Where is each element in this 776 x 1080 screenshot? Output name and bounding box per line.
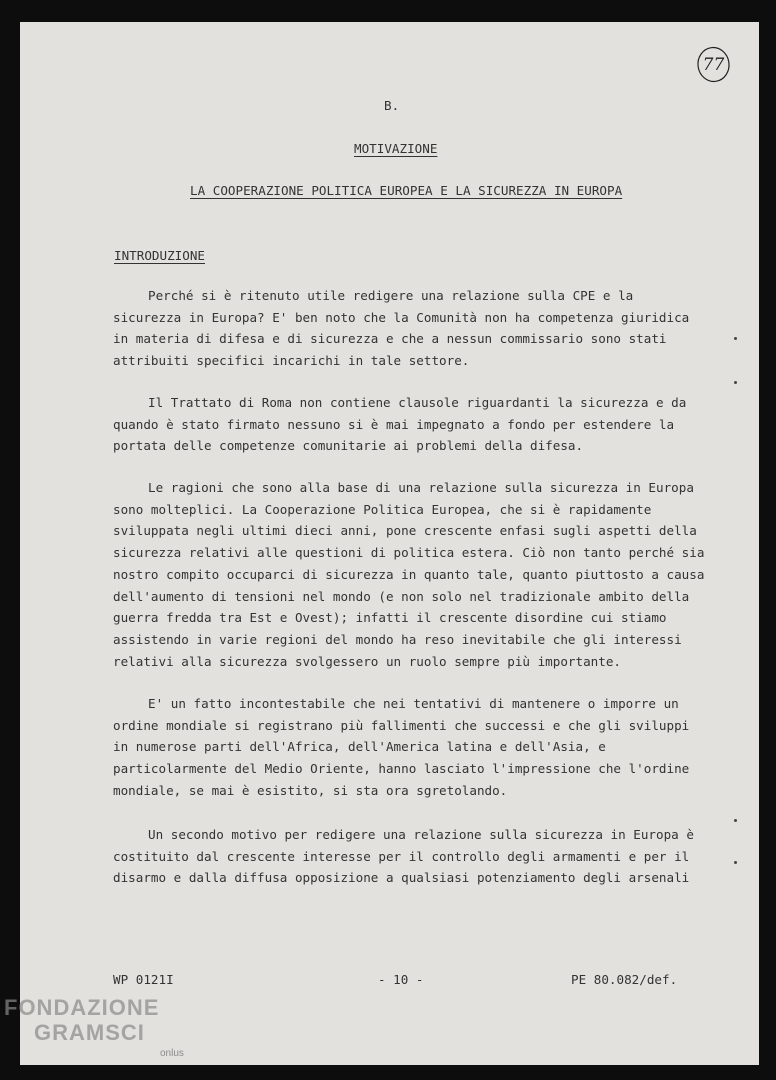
text-line: particolarmente del Medio Oriente, hanno lasciato l'impressione che l'ordine: [113, 761, 690, 777]
text-line: sicurezza relativi alle questioni di politica estera. Ciò non tanto perché sia: [113, 545, 705, 561]
paragraph-4: [113, 693, 690, 802]
margin-mark: [734, 861, 737, 864]
paragraph-1: [113, 285, 690, 372]
text-line: attribuiti specifici incarichi in tale settore.: [113, 353, 470, 369]
footer-reference: PE 80.082/def.: [571, 972, 678, 987]
text-line: sviluppata negli ultimi dieci anni, pone crescente enfasi sugli aspetti della: [113, 523, 697, 539]
text-line: E' un fatto incontestabile che nei tentativi di mantenere o imporre un: [148, 696, 679, 711]
paragraph-3: [113, 477, 705, 672]
paragraph-2: [113, 392, 687, 457]
text-line: Perché si è ritenuto utile redigere una relazione sulla CPE e la: [148, 288, 634, 303]
text-line: costituito dal crescente interesse per il controllo degli armamenti e per il: [113, 848, 690, 864]
text-line: sono molteplici. La Cooperazione Politica Europea, che si è rapidamente: [113, 501, 652, 517]
text-line: assistendo in varie regioni del mondo ha reso inevitabile che gli interessi: [113, 631, 682, 647]
section-heading: MOTIVAZIONE: [354, 141, 438, 156]
text-line: Le ragioni che sono alla base di una relazione sulla sicurezza in Europa: [148, 480, 694, 495]
margin-mark: [734, 337, 737, 340]
text-line: sicurezza in Europa? E' ben noto che la Comunità non ha competenza giuridica: [113, 309, 690, 325]
text-line: disarmo e dalla diffusa opposizione a qualsiasi potenziamento degli arsenali: [113, 870, 690, 886]
text-line: Il Trattato di Roma non contiene clausole riguardanti la sicurezza e da: [148, 395, 687, 410]
text-line: guerra fredda tra Est e Ovest); infatti il crescente disordine cui stiamo: [113, 610, 667, 626]
text-line: Un secondo motivo per redigere una relazione sulla sicurezza in Europa è: [148, 827, 694, 842]
watermark-logo: GRAMSCI: [34, 1020, 145, 1045]
text-line: nostro compito occuparci di sicurezza in quanto tale, quanto piuttosto a causa: [113, 566, 705, 582]
margin-mark: [734, 819, 737, 822]
text-line: in numerose parti dell'Africa, dell'America latina e dell'Asia, e: [113, 739, 606, 755]
text-line: quando è stato firmato nessuno si è mai impegnato a fondo per estendere la: [113, 416, 675, 432]
section-letter: B.: [384, 98, 400, 113]
footer-document-code: WP 0121I: [113, 972, 174, 987]
introduction-heading: INTRODUZIONE: [114, 248, 205, 263]
paragraph-5: [113, 824, 694, 889]
document-title: LA COOPERAZIONE POLITICA EUROPEA E LA SICUREZZA IN EUROPA: [190, 183, 623, 198]
svg-text:77: 77: [702, 55, 725, 75]
text-line: dell'aumento di tensioni nel mondo (e non solo nel tradizionale ambito della: [113, 588, 690, 604]
watermark-logo: FONDAZIONE: [4, 995, 160, 1020]
text-line: in materia di difesa e di sicurezza e che a nessun commissario sono stati: [113, 331, 667, 347]
text-line: relativi alla sicurezza svolgessero un ruolo sempre più importante.: [113, 653, 621, 669]
text-line: portata delle competenze comunitarie ai problemi della difesa.: [113, 438, 584, 454]
text-line: ordine mondiale si registrano più fallimenti che successi e che gli sviluppi: [113, 717, 690, 733]
margin-mark: [734, 381, 737, 384]
document-page: [20, 22, 759, 1065]
watermark-logo: onlus: [160, 1048, 184, 1059]
handwritten-page-number: [696, 46, 731, 83]
footer-page-number: - 10 -: [378, 972, 424, 987]
text-line: mondiale, se mai è esistito, si sta ora sgretolando.: [113, 782, 508, 798]
